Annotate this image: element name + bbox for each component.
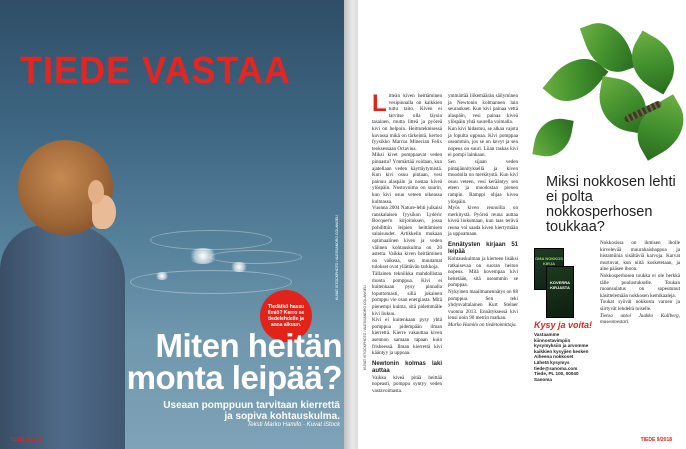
paragraph: Vuonna 2004 Nature-lehti julkaisi ranskalaisen fyysikon Lydéric Bocquet'n kirjoituksen, jossa pohdittiin leipien heittämisen salaisuudet. Artikkelin mukaan optimaalinen kiven ja veden välinen kohtauskulma on 20 astetta. Vaikka kiven heittäminen on vaikeaa, sen muutamat tulokset ovat yllättävän tarkkoja. bbox=[372, 205, 442, 271]
book-title: KOVERRA KIRJASTA bbox=[549, 280, 570, 290]
paragraph: Myös kiven reunoilla on merkitystä. Pyöreä reuna auttaa kiveä liukumaan, kun taas terävä reuna voi saada kiven kiertymään ja uppoamaan. bbox=[448, 205, 518, 238]
headline-line-2: monta leipää? bbox=[126, 359, 342, 396]
nettle-leaf bbox=[532, 115, 573, 160]
headline-line-1: Miten heitän bbox=[155, 327, 342, 364]
paragraph: ymmärtää liikemäärän säilyminen ja Newtonin kolmannen lain seuraukset. Kun kivi painaa vettä alaspäin, vesi painaa kiveä ylöspäin yhtä suurella voimalla. bbox=[448, 93, 518, 126]
answer-column bbox=[600, 240, 680, 326]
byline: Teksti Marko Hamilo · Kuvat iStock bbox=[247, 422, 340, 428]
paragraph: Miksi kivet pomppaavat veden pinnasta? Ymmärtää voidaan, kun ajatellaan veden käyttäytymistä. Kun kivi osuu pintaan, vesi painuu alaspäin ja nostaa kiveä ylöspäin. Nostovoima on suurin, kun kivi osuu veteen oikeassa kulmassa. bbox=[372, 152, 442, 205]
ask-line: Tiede, PL 100, 00040 Sanoma bbox=[534, 371, 579, 382]
photo-credit: KUVAT ISTOCKPHOTO / ALESSANDRO COLANGELI bbox=[335, 214, 339, 300]
photo-credit: KUVAT ISTOCKPHOTO / ALESSANDRO COLANGELI bbox=[363, 284, 367, 370]
drop-cap: L bbox=[372, 90, 387, 117]
ask-body bbox=[534, 332, 596, 382]
nettle-plant-photo bbox=[528, 20, 686, 180]
paragraph: Toukat syövät nokkosta varoen ja siirtyvät lehdeltä toiselle. bbox=[600, 299, 680, 312]
article-column-2 bbox=[448, 93, 518, 329]
paragraph: Nykyinen maailmanennätys on 88 pomppua. Sen teki yhdysvaltalainen Kurt Steiner vuonna 2013. Ennätyksessä kivi lensi noin 90 metrin matkan. bbox=[448, 289, 518, 322]
folio-left bbox=[10, 437, 41, 443]
section-heading: Ennätysten kirjaan 51 leipää bbox=[448, 242, 518, 256]
paragraph: Kivi ei kuitenkaan pysy yhtä pomppua pidempään ilman kierrettä. Kierre vakauttaa kiven asennon samaan tapaan kuin frisbeessä. Ilman kierrettä kivi kääntyy ja uppoaa. bbox=[372, 317, 442, 357]
right-page bbox=[358, 0, 686, 449]
article-headline bbox=[112, 327, 342, 396]
paragraph: Kun kivi hidastuu, se alkaa vajota ja lopulta uppoaa. Kivi pomppaa useammin, jos se on kevyt ja sen nopeus on suuri. Liian raskas kivi ei pompi lainkaan. bbox=[448, 125, 518, 159]
paragraph: Tällainen tekniikka mahdollistaa monta pomppua. Kivi ei kuitenkaan pysy pinnalla loputtomasti, sillä jokainen pomppu vie osan energiasta. Mitä pienempi kulma, sitä pidemmälle kivi liukuu. bbox=[372, 271, 442, 317]
subhead-line-2: ja sopiva kohtauskulma. bbox=[224, 411, 340, 422]
water-ripple bbox=[210, 250, 302, 264]
subhead-line-1: Useaan pomppuun tarvitaan kierrettä bbox=[163, 400, 340, 411]
section-heading: Newtonin kolmas laki auttaa bbox=[372, 360, 442, 374]
folio-text: TIEDE 9/2018 bbox=[640, 437, 672, 443]
water-ripple bbox=[130, 270, 292, 294]
question-heading: Miksi nokkosen lehti ei polta nokkosperhosen toukkaa? bbox=[546, 174, 676, 235]
water-splash bbox=[188, 248, 218, 264]
book-title: OMA NOKKOS KIRJA bbox=[535, 256, 563, 266]
ask-line: Lähetä kysymys tiede@sanoma.com bbox=[534, 359, 578, 371]
ask-and-win-box bbox=[534, 320, 596, 382]
section-title: TIEDE VASTAA bbox=[20, 50, 291, 92]
ask-line: Aiheena nokkoset bbox=[534, 354, 574, 360]
article-subhead bbox=[100, 400, 340, 422]
page-gutter bbox=[344, 0, 358, 449]
article-column-1 bbox=[372, 90, 442, 395]
paragraph: Kohtauskulman ja kierteen lisäksi ratkaisevaa on suoran heiton nopeus. Mitä kovempaa kivi heitetään, sitä useammin se pomppaa. bbox=[448, 256, 518, 289]
paragraph: Vaikka kiveä pitää heittää nopeasti, pomppu syntyy veden vastavoimasta. bbox=[372, 374, 442, 394]
paragraph: Litteän kiven heittäminen vesipinnalla on kaikkien tuttu taito. Kiven ei tarvitse olla täysin tasainen, mutta litteä ja pyöreä kivi on helpoin. Heittoteknisessä kuvassa mikä on tärkeintä, kertoo fyysikko Marcus Minecian Felix teoksessaan Octavius. bbox=[372, 90, 442, 152]
paragraph: Nokkosperhosen toukka ei ole herkkä tälle puolustukselle. Toukan ruoansulatus on sopeutunut käsittelemään nokkosen kemikaaleja. bbox=[600, 272, 680, 299]
water-splash bbox=[155, 272, 169, 280]
answer-signature: Tietoa antoi Jaakko Kullberg, museomestari. bbox=[600, 312, 680, 326]
folio-right bbox=[641, 437, 672, 443]
ask-line: Vastaamme kiinnostavimpiin kysymyksiin ja arvomme kaikkien kysyjien kesken bbox=[534, 332, 589, 354]
paragraph: Nokkosissa on ihmisen iholle kirvelevää muurahaishappoa ja histamiinia sisältäviä karvoja. Karvat murtuvat, kun niitä kosketetaan, ja aine pääsee ihoon. bbox=[600, 240, 680, 273]
ask-title: Kysy ja voita! bbox=[534, 320, 593, 330]
folio-text: TIEDE 9/2018 bbox=[10, 437, 42, 443]
paragraph: Sen sijaan veden pintajännityksellä ja kiven muodolla on merkitystä. Kun kivi osuu veteen, vesi kerääntyy sen eteen ja muodostaa pienen rampin. Ramppi ohjaa kivea ylöspäin. bbox=[448, 158, 518, 205]
water-ripple bbox=[150, 230, 272, 250]
boy-ear bbox=[88, 180, 104, 204]
book-cover bbox=[546, 266, 574, 318]
water-splash bbox=[230, 262, 248, 272]
badge-text: Tiedätkö hassu ilmiö? Kerro se tiedelehdelle ja anna alkuun. bbox=[267, 304, 305, 328]
author-signature: Marko Hamilo on tiedetoimittaja. bbox=[448, 322, 517, 328]
